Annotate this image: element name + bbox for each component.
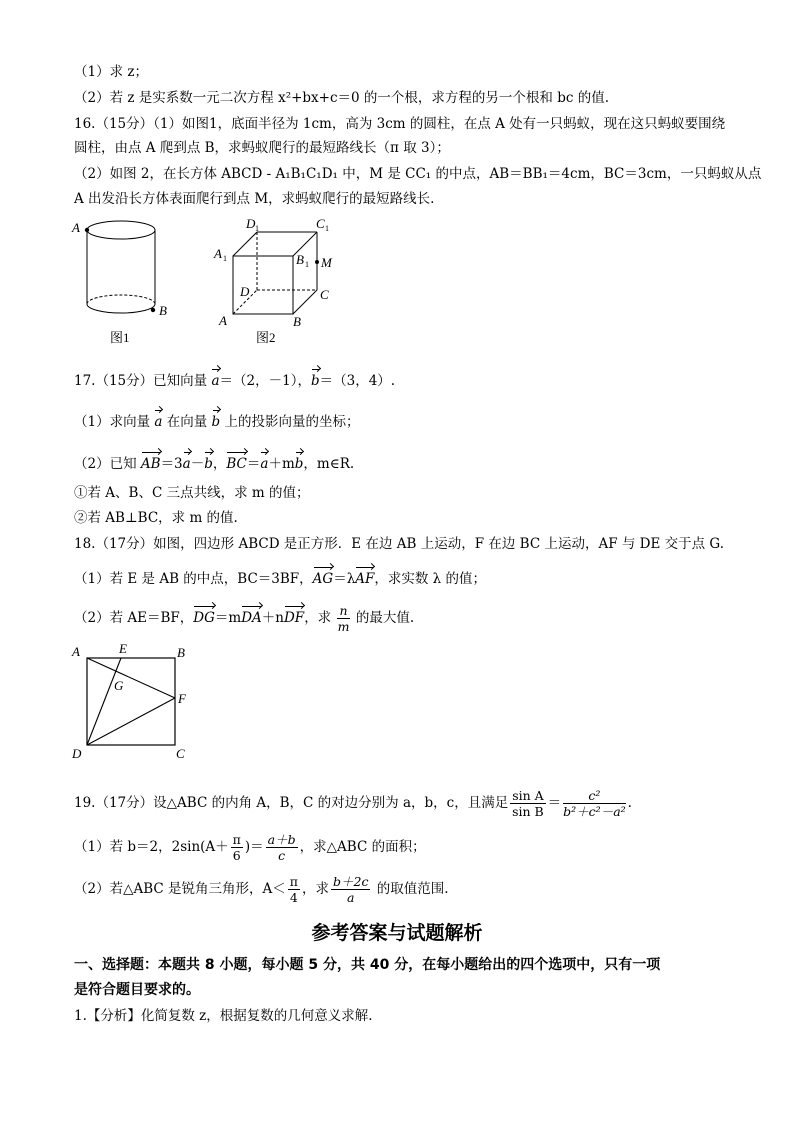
q16-line3: （2）如图 2，在长方体 ABCD - A₁B₁C₁D₁ 中，M 是 CC₁ 的中点，AB＝BB₁＝4cm，BC＝3cm，一只蚂蚁从点 xyxy=(74,166,762,182)
section-1-header-line2: 是符合题目要求的。 xyxy=(74,982,200,998)
sq-label-e: E xyxy=(119,641,127,656)
answers-title: 参考答案与试题解析 xyxy=(311,922,483,944)
q16-line1: 16.（15分）（1）如图1，底面半径为 1cm，高为 3cm 的圆柱，在点 A 处有一只蚂蚁，现在这只蚂蚁要围绕 xyxy=(74,116,726,132)
svg-text:1: 1 xyxy=(325,224,329,233)
fig2-label-d1: D xyxy=(246,216,256,231)
sq-label-d: D xyxy=(72,746,82,761)
q17-sub1: ①若 A、B、C 三点共线，求 m 的值； xyxy=(74,485,310,501)
fig1-label-b: B xyxy=(159,303,167,318)
svg-text:1: 1 xyxy=(223,254,227,263)
q17-part1: （1）求向量 a 在向量 b 上的投影向量的坐标； xyxy=(74,414,360,430)
sq-label-a: A xyxy=(72,644,80,659)
q17-sub2: ②若 AB⊥BC，求 m 的值. xyxy=(74,510,238,526)
q19-line1: 19.（17分）设△ABC 的内角 A，B，C 的对边分别为 a，b，c，且满足 $\frac{\text{sin A}}{\text{sin B}}$ ＝ $\frac{\text{c²}}{\text{b²＋c²－a²}}$ . xyxy=(74,788,632,819)
sq-label-c: C xyxy=(176,746,185,761)
figure-square xyxy=(66,640,196,764)
svg-text:1: 1 xyxy=(255,224,259,233)
sq-label-b: B xyxy=(177,645,185,660)
q18-part2: （2）若 AE＝BF，DG＝mDA＋nDF，求 $\frac{n}{m}$ 的最大值. xyxy=(74,603,415,634)
figure-2-cuboid xyxy=(210,214,350,348)
sq-label-g: G xyxy=(114,678,124,693)
q17-part2: （2）已知 AB＝3a－b，BC＝a＋mb，m∈R. xyxy=(74,456,355,472)
figure-1-cylinder xyxy=(66,214,186,348)
fig1-caption: 图1 xyxy=(110,330,130,345)
fig2-caption: 图2 xyxy=(256,330,276,345)
answer-1-analysis: 1.【分析】化简复数 z，根据复数的几何意义求解. xyxy=(74,1008,373,1024)
fig2-label-a1: A xyxy=(214,246,222,261)
fig2-label-b: B xyxy=(293,314,301,329)
fig1-label-a: A xyxy=(72,220,80,235)
fig2-label-a: A xyxy=(219,313,227,328)
fig2-label-c: C xyxy=(320,287,329,302)
q15-part2: （2）若 z 是实系数一元二次方程 x²+bx+c＝0 的一个根，求方程的另一个根和 bc 的值. xyxy=(74,90,609,106)
q16-line4: A 出发沿长方体表面爬行到点 M，求蚂蚁爬行的最短路线长. xyxy=(74,191,435,207)
fig2-label-m: M xyxy=(321,255,332,270)
q19-part2: （2）若△ABC 是锐角三角形，A＜ $\frac{\pi}{4}$ ，求 $\frac{b+2c}{a}$ 的取值范围. xyxy=(74,874,449,905)
section-1-header-line1: 一、选择题：本题共 8 小题，每小题 5 分，共 40 分，在每小题给出的四个选项中，只有一项 xyxy=(74,957,661,973)
fig2-label-b1: B xyxy=(296,252,304,267)
q18-part1: （1）若 E 是 AB 的中点，BC＝3BF，AG＝λAF，求实数 λ 的值； xyxy=(74,571,487,587)
svg-text:1: 1 xyxy=(305,260,309,269)
q16-line2: 圆柱，由点 A 爬到点 B，求蚂蚁爬行的最短路线长（π 取 3）； xyxy=(74,140,450,156)
fig2-label-d: D xyxy=(240,284,250,299)
fig2-label-c1: C xyxy=(316,216,325,231)
sq-label-f: F xyxy=(178,691,186,706)
q18-line1: 18.（17分）如图，四边形 ABCD 是正方形．E 在边 AB 上运动，F 在边 BC 上运动，AF 与 DE 交于点 G. xyxy=(74,536,724,552)
q19-part1: （1）若 b＝2，2sin(A＋ $\frac{\pi}{6}$ )＝ $\frac{a+b}{c}$ ，求△ABC 的面积； xyxy=(74,832,426,863)
q15-part1: （1）求 z； xyxy=(74,64,148,80)
q17-line1: 17.（15分）已知向量 a＝（2，－1），b＝（3，4）. xyxy=(74,373,396,389)
